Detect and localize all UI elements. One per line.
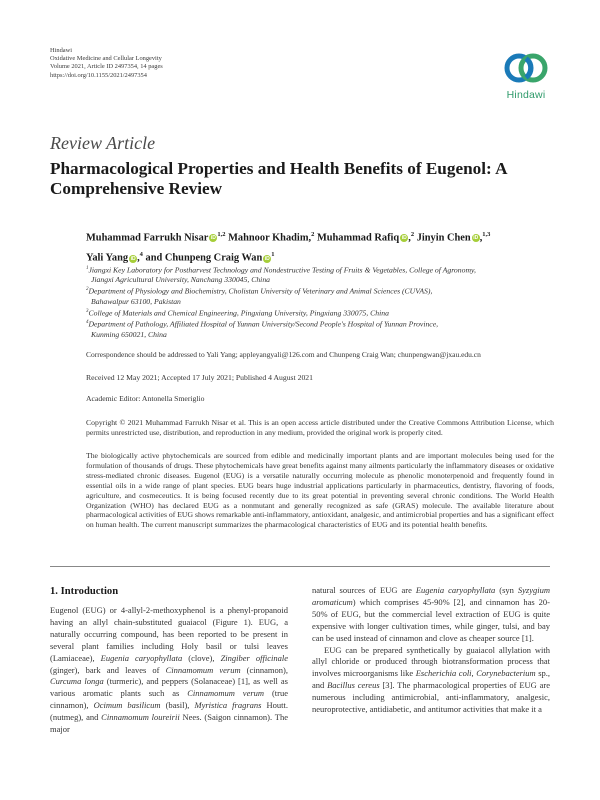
author-affil-sup: 4	[139, 251, 143, 259]
italic-term: Cinnamomum verum	[187, 688, 265, 699]
paragraph: natural sources of EUG are Eugenia caryophyllata (syn Syzygium aromaticum) which comprises 45-90% [2], and cinnamon has 20-50% of EUG, but the commercial level extraction of EUG is quite expensive with longer cultivation times, while ginger, tulsi, and bay can be used instead of cinnamon and clove as cheaper source [1].	[312, 585, 550, 643]
orcid-icon[interactable]: iD	[401, 235, 407, 242]
author-name[interactable]: Yali Yang	[86, 252, 129, 264]
left-column	[50, 605, 288, 736]
paragraph: Eugenol (EUG) or 4-allyl-2-methoxyphenol is a phenyl-propanoid having an allyl chain-substituted guaiacol (Figure 1). EUG, a naturally occurring compound, has been reported to be present in several plant families including Holy basil or tulsi leaves (Lamiaceae), Eugenia caryophyllata (clove), Zingiber officinale (ginger), bark and leaves of Cinnamomum verum (cinnamon), Curcuma longa (turmeric), and peppers (Solanaceae) [1], as well as various aromatic plants such as Cinnamomum verum (true cinnamon), Ocimum basilicum (basil), Myristica fragrans Houtt. (nutmeg), and Cinnamomum loureirii Nees. (Saigon cinnamon). The major	[50, 605, 289, 735]
italic-term: Bacillus cereus	[327, 680, 380, 691]
section-divider	[50, 566, 550, 567]
author-list: Muhammad Farrukh Nisar iD$^{1,2}$ Mahnoor Khadim,$^2$ Muhammad Rafiq iD ,$^2$ Jinyin Chen iD ,$^{1,3}$ Yali Yang iD ,$^4$ and Chunpeng Craig Wan $iD^1$	[86, 231, 491, 264]
author-affil-sup: 1,3	[482, 231, 491, 238]
italic-term: Ocimum basilicum	[93, 700, 161, 711]
affiliations	[86, 264, 556, 340]
article-type: Review Article	[50, 133, 156, 153]
hindawi-logo	[496, 48, 556, 110]
italic-term: Zingiber officinale	[220, 652, 288, 663]
author-name[interactable]: Muhammad Farrukh Nisar	[86, 232, 209, 244]
publisher-name: Hindawi	[50, 47, 73, 54]
affiliation-item-cont: Kunming 650021, China	[91, 329, 167, 339]
article-title: Pharmacological Properties and Health Benefits of Eugenol: A Comprehensive Review	[50, 159, 507, 198]
affiliation-item-cont: Jiangxi Agricultural University, Nanchang 330045, China	[91, 275, 271, 285]
affiliation-item: $^1$Jiangxi Key Laboratory for Postharvest Technology and Nondestructive Testing of Fruits & Vegetables, College of Agronomy,	[86, 265, 476, 275]
italic-term: Syzygium aromaticum	[312, 585, 550, 607]
journal-meta	[50, 47, 163, 80]
italic-term: Eugenia caryophyllata	[415, 585, 496, 595]
italic-term: Cinnamomum loureirii	[101, 712, 180, 723]
orcid-icon[interactable]: iD	[130, 255, 136, 262]
abstract: The biologically active phytochemicals are sourced from edible and medicinally important plants and are important molecules being used for the formulation of thousands of drugs. These phytochemicals have great benefits against many ailments particularly the inflammatory diseases or oxidative stress-mediated chronic diseases. Eugenol (EUG) is a versatile naturally occurring molecule as phenolic monoterpenoid and frequently found in essential oils in a wide range of plant species. EUG bears huge industrial applications particularly in pharmaceutics, dentistry, flavoring of foods, agriculture, and cosmeceutics. It is being focused recently due to its great potential in preventing several chronic conditions. The World Health Organization (WHO) has declared EUG as a nonmutant and generally recognized as safe (GRAS) molecule. The available literature about pharmacological activities of EUG shows remarkable anti-inflammatory, antioxidant, analgesic, and antimicrobial properties and has a significant effect on human health. The current manuscript summarizes the pharmacological characteristics of EUG and its potential health benefits.	[86, 451, 554, 530]
author-affil-sup: 1	[271, 251, 275, 259]
hindawi-logo-icon	[496, 48, 556, 88]
author-name[interactable]: Muhammad Rafiq	[316, 232, 400, 244]
section-heading: 1. Introduction	[50, 586, 119, 597]
italic-term: Curcuma longa	[50, 676, 104, 687]
author-affil-sup: 1,2	[217, 231, 226, 238]
publication-dates: Received 12 May 2021; Accepted 17 July 2021; Published 4 August 2021	[86, 373, 313, 382]
journal-name: Oxidative Medicine and Cellular Longevity	[50, 55, 162, 63]
affiliation-item: $^3$College of Materials and Chemical Engineering, Pingxiang University, Pingxiang 330075, China	[86, 308, 389, 318]
doi-link[interactable]: https://doi.org/10.1155/2021/2497354	[50, 71, 147, 79]
italic-term: Escherichia coli	[415, 668, 472, 679]
volume-info: Volume 2021, Article ID 2497354, 14 pages	[50, 63, 163, 71]
right-column	[312, 585, 550, 716]
orcid-icon[interactable]: iD	[264, 255, 270, 262]
author-name[interactable]: and Chunpeng Craig Wan	[145, 252, 263, 264]
author-name[interactable]: Mahnoor Khadim,	[228, 232, 312, 244]
affiliation-item-cont: Bahawalpur 63100, Pakistan	[91, 296, 181, 306]
academic-editor: Academic Editor: Antonella Smeriglio	[86, 394, 205, 403]
italic-term: Eugenia caryophyllata	[100, 652, 183, 663]
italic-term: Corynebacterium	[476, 668, 536, 679]
italic-term: Myristica fragrans	[194, 700, 262, 711]
author-name[interactable]: Jinyin Chen	[416, 232, 471, 244]
italic-term: Cinnamomum verum	[165, 664, 241, 675]
author-affil-sup: 2	[410, 231, 415, 238]
orcid-icon[interactable]: iD	[473, 235, 479, 242]
copyright-notice: Copyright © 2021 Muhammad Farrukh Nisar et al. This is an open access article distributed under the Creative Commons Attribution License, which permits unrestricted use, distribution, and reproduction in any medium, provided the original work is properly cited.	[86, 418, 554, 437]
paragraph: EUG can be prepared synthetically by guaiacol allylation with allyl chloride or produced through biotransformation process that involves microorganisms like Escherichia coli, Corynebacterium sp., and Bacillus cereus [3]. The pharmacological properties of EUG are numerous including antimicrobial, anti-inflammatory, analgesic, neuroprotective, antidiabetic, and antitumor activities that make it a	[312, 644, 551, 715]
correspondence: Correspondence should be addressed to Yali Yang; appleyangyali@126.com and Chunpeng Craig Wan; chunpengwan@jxau.edu.cn	[86, 350, 481, 359]
author-affil-sup: 2	[311, 231, 315, 238]
orcid-icon[interactable]: iD	[210, 235, 216, 242]
affiliation-item: $^2$Department of Physiology and Biochemistry, Cholistan University of Veterinary and Animal Sciences (CUVAS),	[86, 286, 433, 296]
affiliation-item: $^4$Department of Pathology, Affiliated Hospital of Yunnan University/Second People's Hospital of Yunnan Province,	[86, 319, 439, 329]
hindawi-logo-text: Hindawi	[506, 89, 546, 101]
